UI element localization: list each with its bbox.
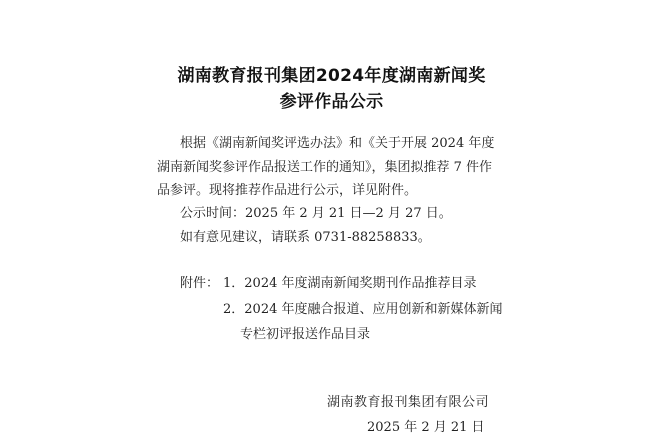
- attachment-item-1: 1．2024 年度湖南新闻奖期刊作品推荐目录: [223, 276, 477, 291]
- attachments-label: 附件：: [180, 276, 220, 291]
- body-paragraph-line1: 根据《湖南新闻奖评选办法》和《关于开展 2024 年度: [180, 136, 495, 151]
- contact-info: 如有意见建议，请联系 0731-88258833。: [180, 230, 431, 245]
- body-paragraph-line3: 品参评。现将推荐作品进行公示，详见附件。: [157, 183, 418, 198]
- attachment-item-2-line1: 2．2024 年度融合报道、应用创新和新媒体新闻: [223, 302, 503, 317]
- document-title-line1: 湖南教育报刊集团2024年度湖南新闻奖: [177, 66, 486, 86]
- body-paragraph-line2: 湖南新闻奖参评作品报送工作的通知》，集团拟推荐 7 件作: [157, 160, 493, 175]
- document-title-line2: 参评作品公示: [279, 92, 384, 112]
- signature-organization: 湖南教育报刊集团有限公司: [327, 395, 490, 410]
- attachment-item-2-line2: 专栏初评报送作品目录: [240, 327, 371, 342]
- signature-date: 2025 年 2 月 21 日: [367, 420, 485, 435]
- publicity-period: 公示时间：2025 年 2 月 21 日—2 月 27 日。: [180, 206, 452, 221]
